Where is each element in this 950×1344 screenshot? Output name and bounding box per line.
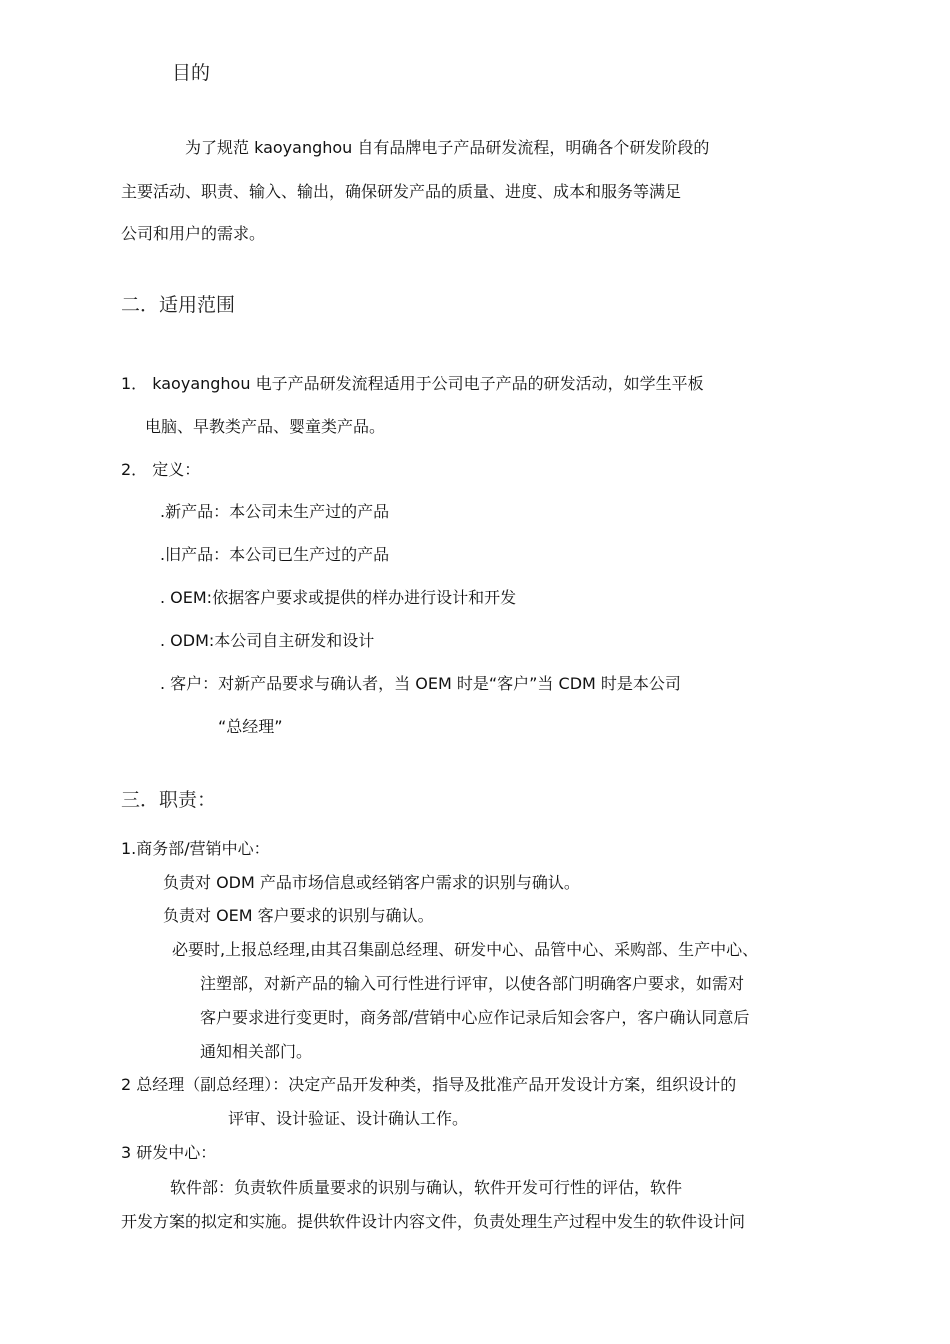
purpose-line-3: 公司和用户的需求。: [121, 224, 266, 243]
definition-customer: . 客户：对新产品要求与确认者，当 OEM 时是“客户”当 CDM 时是本公司: [160, 674, 681, 693]
purpose-line-1: 为了规范 kaoyanghou 自有品牌电子产品研发流程，明确各个研发阶段的: [185, 138, 710, 157]
duties-section-1-line-5: 客户要求进行变更时，商务部/营销中心应作记录后知会客户，客户确认同意后: [200, 1008, 750, 1027]
duties-section-1-line-3: 必要时,上报总经理,由其召集副总经理、研发中心、品管中心、采购部、生产中心、: [172, 940, 759, 959]
duties-heading: 三．职责：: [121, 789, 217, 811]
scope-item-1-line-1: 1． kaoyanghou 电子产品研发流程适用于公司电子产品的研发活动，如学生平板: [121, 374, 704, 393]
scope-item-1-line-2: 电脑、早教类产品、婴童类产品。: [145, 417, 386, 436]
duties-section-1-title: 1.商务部/营销中心：: [121, 839, 270, 858]
purpose-line-2: 主要活动、职责、输入、输出，确保研发产品的质量、进度、成本和服务等满足: [121, 182, 682, 201]
definition-new-product: .新产品：本公司未生产过的产品: [160, 502, 390, 521]
duties-section-1-line-1: 负责对 ODM 产品市场信息或经销客户需求的识别与确认。: [163, 873, 580, 892]
purpose-heading: 目的: [172, 62, 211, 84]
definition-odm: . ODM:本公司自主研发和设计: [160, 631, 375, 650]
duties-section-2-line-1: 2 总经理（副总经理）：决定产品开发种类，指导及批准产品开发设计方案，组织设计的: [121, 1075, 737, 1094]
definition-customer-continuation: “总经理”: [218, 717, 283, 736]
duties-section-2-line-2: 评审、设计验证、设计确认工作。: [228, 1109, 469, 1128]
duties-section-3-line-1: 软件部：负责软件质量要求的识别与确认，软件开发可行性的评估，软件: [170, 1178, 683, 1197]
duties-section-3-line-2: 开发方案的拟定和实施。提供软件设计内容文件，负责处理生产过程中发生的软件设计问: [121, 1212, 746, 1231]
duties-section-1-line-4: 注塑部，对新产品的输入可行性进行评审，以使各部门明确客户要求，如需对: [200, 974, 745, 993]
duties-section-1-line-2: 负责对 OEM 客户要求的识别与确认。: [163, 906, 434, 925]
scope-item-2-label: 2． 定义：: [121, 460, 201, 479]
definition-old-product: .旧产品：本公司已生产过的产品: [160, 545, 390, 564]
definition-oem: . OEM:依据客户要求或提供的样办进行设计和开发: [160, 588, 517, 607]
scope-heading: 二．适用范围: [121, 294, 236, 316]
duties-section-3-title: 3 研发中心：: [121, 1143, 217, 1162]
duties-section-1-line-6: 通知相关部门。: [200, 1042, 313, 1061]
